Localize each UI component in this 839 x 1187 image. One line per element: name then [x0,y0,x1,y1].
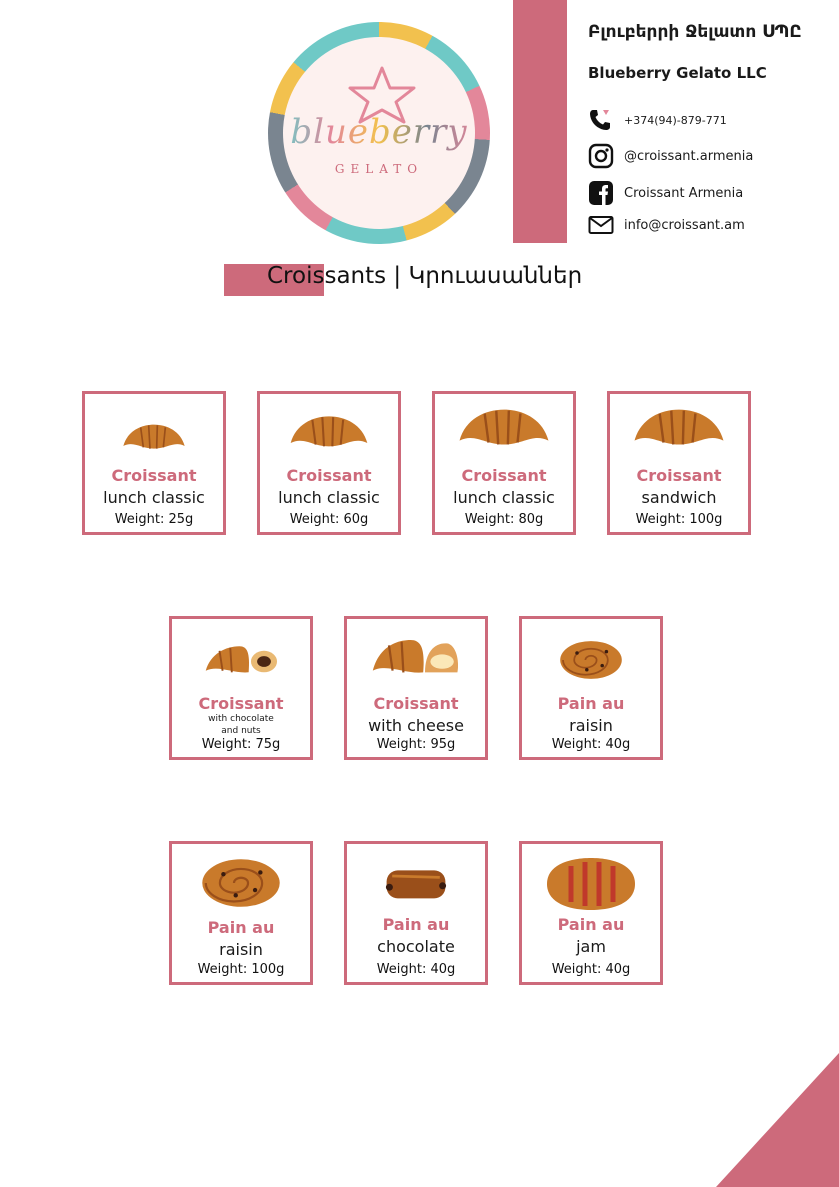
product-card[interactable] [519,841,663,985]
product-variant: with chocolate and nuts [208,714,274,736]
contact-phone-text: +374(94)-879-771 [624,113,727,127]
product-variant: lunch classic [453,488,555,507]
company-name-armenian: Բլուբերրի Ջելատո ՍՊԸ [588,22,802,42]
product-variant: lunch classic [278,488,380,507]
product-card[interactable] [344,841,488,985]
contact-facebook[interactable] [588,181,743,205]
product-variant: jam [576,937,606,956]
contact-phone[interactable] [588,108,727,132]
phone-icon [588,108,616,132]
product-weight: Weight: 40g [551,737,631,752]
product-variant: with cheese [368,716,464,735]
product-card[interactable] [344,616,488,760]
product-card[interactable] [82,391,226,535]
cheese-croissant-icon [347,631,485,685]
product-name: Pain au [207,918,275,937]
product-name: Croissant [198,694,284,713]
instagram-icon [588,144,616,168]
product-name: Pain au [382,915,450,934]
croissant-icon [260,408,398,458]
product-name: Croissant [636,466,722,485]
product-weight: Weight: 40g [376,962,456,977]
product-card[interactable] [432,391,576,535]
product-name: Croissant [373,694,459,713]
product-weight: Weight: 100g [197,962,285,977]
raisin-swirl-icon [172,850,310,916]
product-name: Croissant [286,466,372,485]
logo-wordmark: blueberry [283,112,475,152]
product-weight: Weight: 75g [201,737,281,752]
product-weight: Weight: 100g [635,512,723,527]
mail-icon [588,213,616,237]
product-name: Pain au [557,915,625,934]
product-weight: Weight: 25g [114,512,194,527]
croissant-icon [610,400,748,458]
pain-au-chocolat-icon [347,856,485,910]
product-card[interactable] [607,391,751,535]
company-name-english: Blueberry Gelato LLC [588,64,767,82]
croissant-icon [85,418,223,458]
product-card[interactable] [257,391,401,535]
product-variant: raisin [219,940,263,959]
product-variant: sandwich [641,488,717,507]
product-name: Pain au [557,694,625,713]
product-weight: Weight: 60g [289,512,369,527]
page-title: Croissants | Կրուասաններ [267,263,583,289]
chocolate-croissant-icon [172,637,310,683]
contact-instagram[interactable] [588,144,753,168]
corner-triangle-decoration [716,1053,839,1187]
product-name: Croissant [461,466,547,485]
croissant-icon [435,400,573,458]
logo-subtitle: GELATO [334,162,424,176]
product-weight: Weight: 80g [464,512,544,527]
product-name: Croissant [111,466,197,485]
contact-email-text: info@croissant.am [624,217,745,233]
product-variant: chocolate [377,937,455,956]
product-card[interactable] [169,841,313,985]
product-card[interactable] [519,616,663,760]
product-variant: lunch classic [103,488,205,507]
jam-pastry-icon [522,854,660,914]
product-weight: Weight: 95g [376,737,456,752]
contact-instagram-text: @croissant.armenia [624,148,754,164]
contact-email[interactable] [588,213,745,237]
header-accent-bar [513,0,567,243]
contact-facebook-text: Croissant Armenia [624,185,744,201]
product-card[interactable] [169,616,313,760]
product-weight: Weight: 40g [551,962,631,977]
product-variant: raisin [569,716,613,735]
raisin-swirl-icon [522,633,660,687]
facebook-icon [588,181,616,205]
